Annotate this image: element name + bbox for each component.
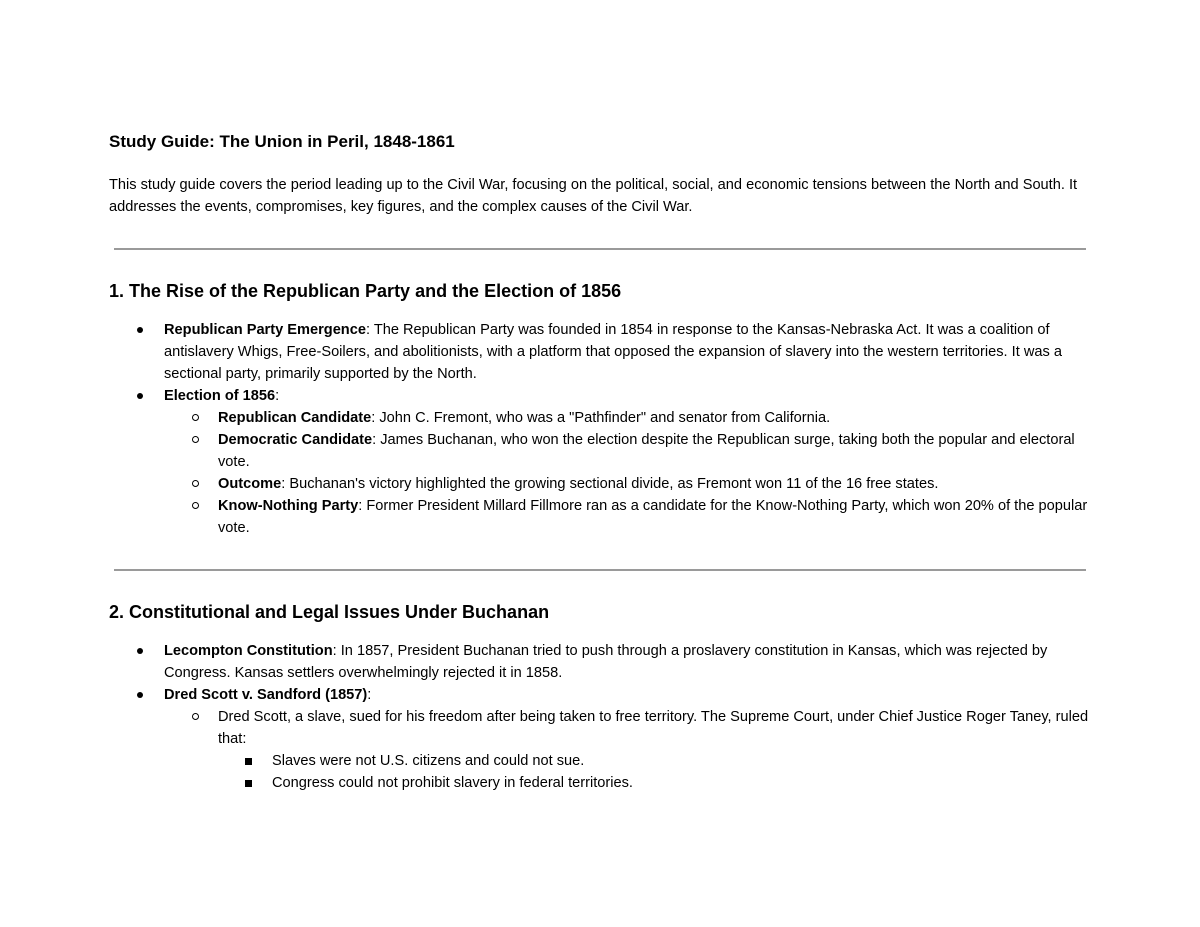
list-item-text: : James Buchanan, who won the election despite the Republican surge, taking both the popular and electoral vote. (218, 432, 1075, 470)
sub-sub-list-item (218, 772, 1089, 794)
list-item-term: Outcome (218, 476, 282, 492)
list-item (109, 319, 1089, 385)
list-item-term: Know-Nothing Party (218, 498, 359, 514)
sub-list-item (163, 407, 1089, 429)
list-item-text: : The Republican Party was founded in 1854 in response to the Kansas-Nebraska Act. It was a coalition of antislavery Whigs, Free-Soilers, and abolitionists, with a platform that opposed the expansion of slavery into the western territories. It was a sectional party, primarily supported by the North. (164, 322, 1062, 382)
sub-sub-bullet-list (218, 750, 1089, 794)
list-item (109, 684, 1089, 794)
list-item-text: Congress could not prohibit slavery in federal territories. (272, 775, 633, 791)
section-heading: 1. The Rise of the Republican Party and the Election of 1856 (109, 281, 622, 301)
bullet-list (109, 640, 1089, 794)
list-item-text: : (367, 687, 372, 703)
page-title: Study Guide: The Union in Peril, 1848-1861 (109, 132, 455, 151)
list-item-term: Dred Scott v. Sandford (1857) (164, 687, 368, 703)
square-bullet-icon (245, 780, 252, 787)
intro-paragraph: This study guide covers the period leading up to the Civil War, focusing on the political, social, and economic tensions between the North and South. It addresses the events, compromises, key figures, and the complex causes of the Civil War. (109, 177, 1078, 215)
section-heading: 2. Constitutional and Legal Issues Under Buchanan (109, 602, 550, 622)
hollow-bullet-icon (192, 436, 199, 443)
list-item (109, 385, 1089, 539)
filled-bullet-icon (137, 692, 143, 698)
list-item-text: : (275, 388, 280, 404)
list-item-text: : Buchanan's victory highlighted the growing sectional divide, as Fremont won 11 of the 16 free states. (281, 476, 939, 492)
list-item-term: Lecompton Constitution (164, 643, 333, 659)
hollow-bullet-icon (192, 414, 199, 421)
hollow-bullet-icon (192, 713, 199, 720)
list-item-text: : In 1857, President Buchanan tried to push through a proslavery constitution in Kansas, which was rejected by Congress. Kansas settlers overwhelmingly rejected it in 1858. (164, 643, 1048, 681)
section-divider (114, 248, 1086, 250)
sub-list-item (163, 495, 1089, 539)
list-item (109, 640, 1089, 684)
square-bullet-icon (245, 758, 252, 765)
hollow-bullet-icon (192, 480, 199, 487)
hollow-bullet-icon (192, 502, 199, 509)
list-item-text: : Former President Millard Fillmore ran as a candidate for the Know-Nothing Party, which won 20% of the popular vote. (218, 498, 1088, 536)
list-item-text: Dred Scott, a slave, sued for his freedom after being taken to free territory. The Supreme Court, under Chief Justice Roger Taney, ruled that: (218, 709, 1089, 747)
list-item-term: Democratic Candidate (218, 432, 373, 448)
list-item-term: Election of 1856 (164, 388, 276, 404)
document-page (109, 131, 1089, 794)
sub-list-item (163, 706, 1089, 794)
list-item-text: : John C. Fremont, who was a "Pathfinder" and senator from California. (371, 410, 831, 426)
sub-bullet-list (163, 407, 1089, 539)
list-item-term: Republican Candidate (218, 410, 372, 426)
filled-bullet-icon (137, 393, 143, 399)
filled-bullet-icon (137, 648, 143, 654)
sub-list-item (163, 429, 1089, 473)
list-item-term: Republican Party Emergence (164, 322, 366, 338)
sub-sub-list-item (218, 750, 1089, 772)
section-divider (114, 569, 1086, 571)
filled-bullet-icon (137, 327, 143, 333)
sub-list-item (163, 473, 1089, 495)
sub-bullet-list (163, 706, 1089, 794)
bullet-list (109, 319, 1089, 539)
list-item-text: Slaves were not U.S. citizens and could not sue. (272, 753, 585, 769)
